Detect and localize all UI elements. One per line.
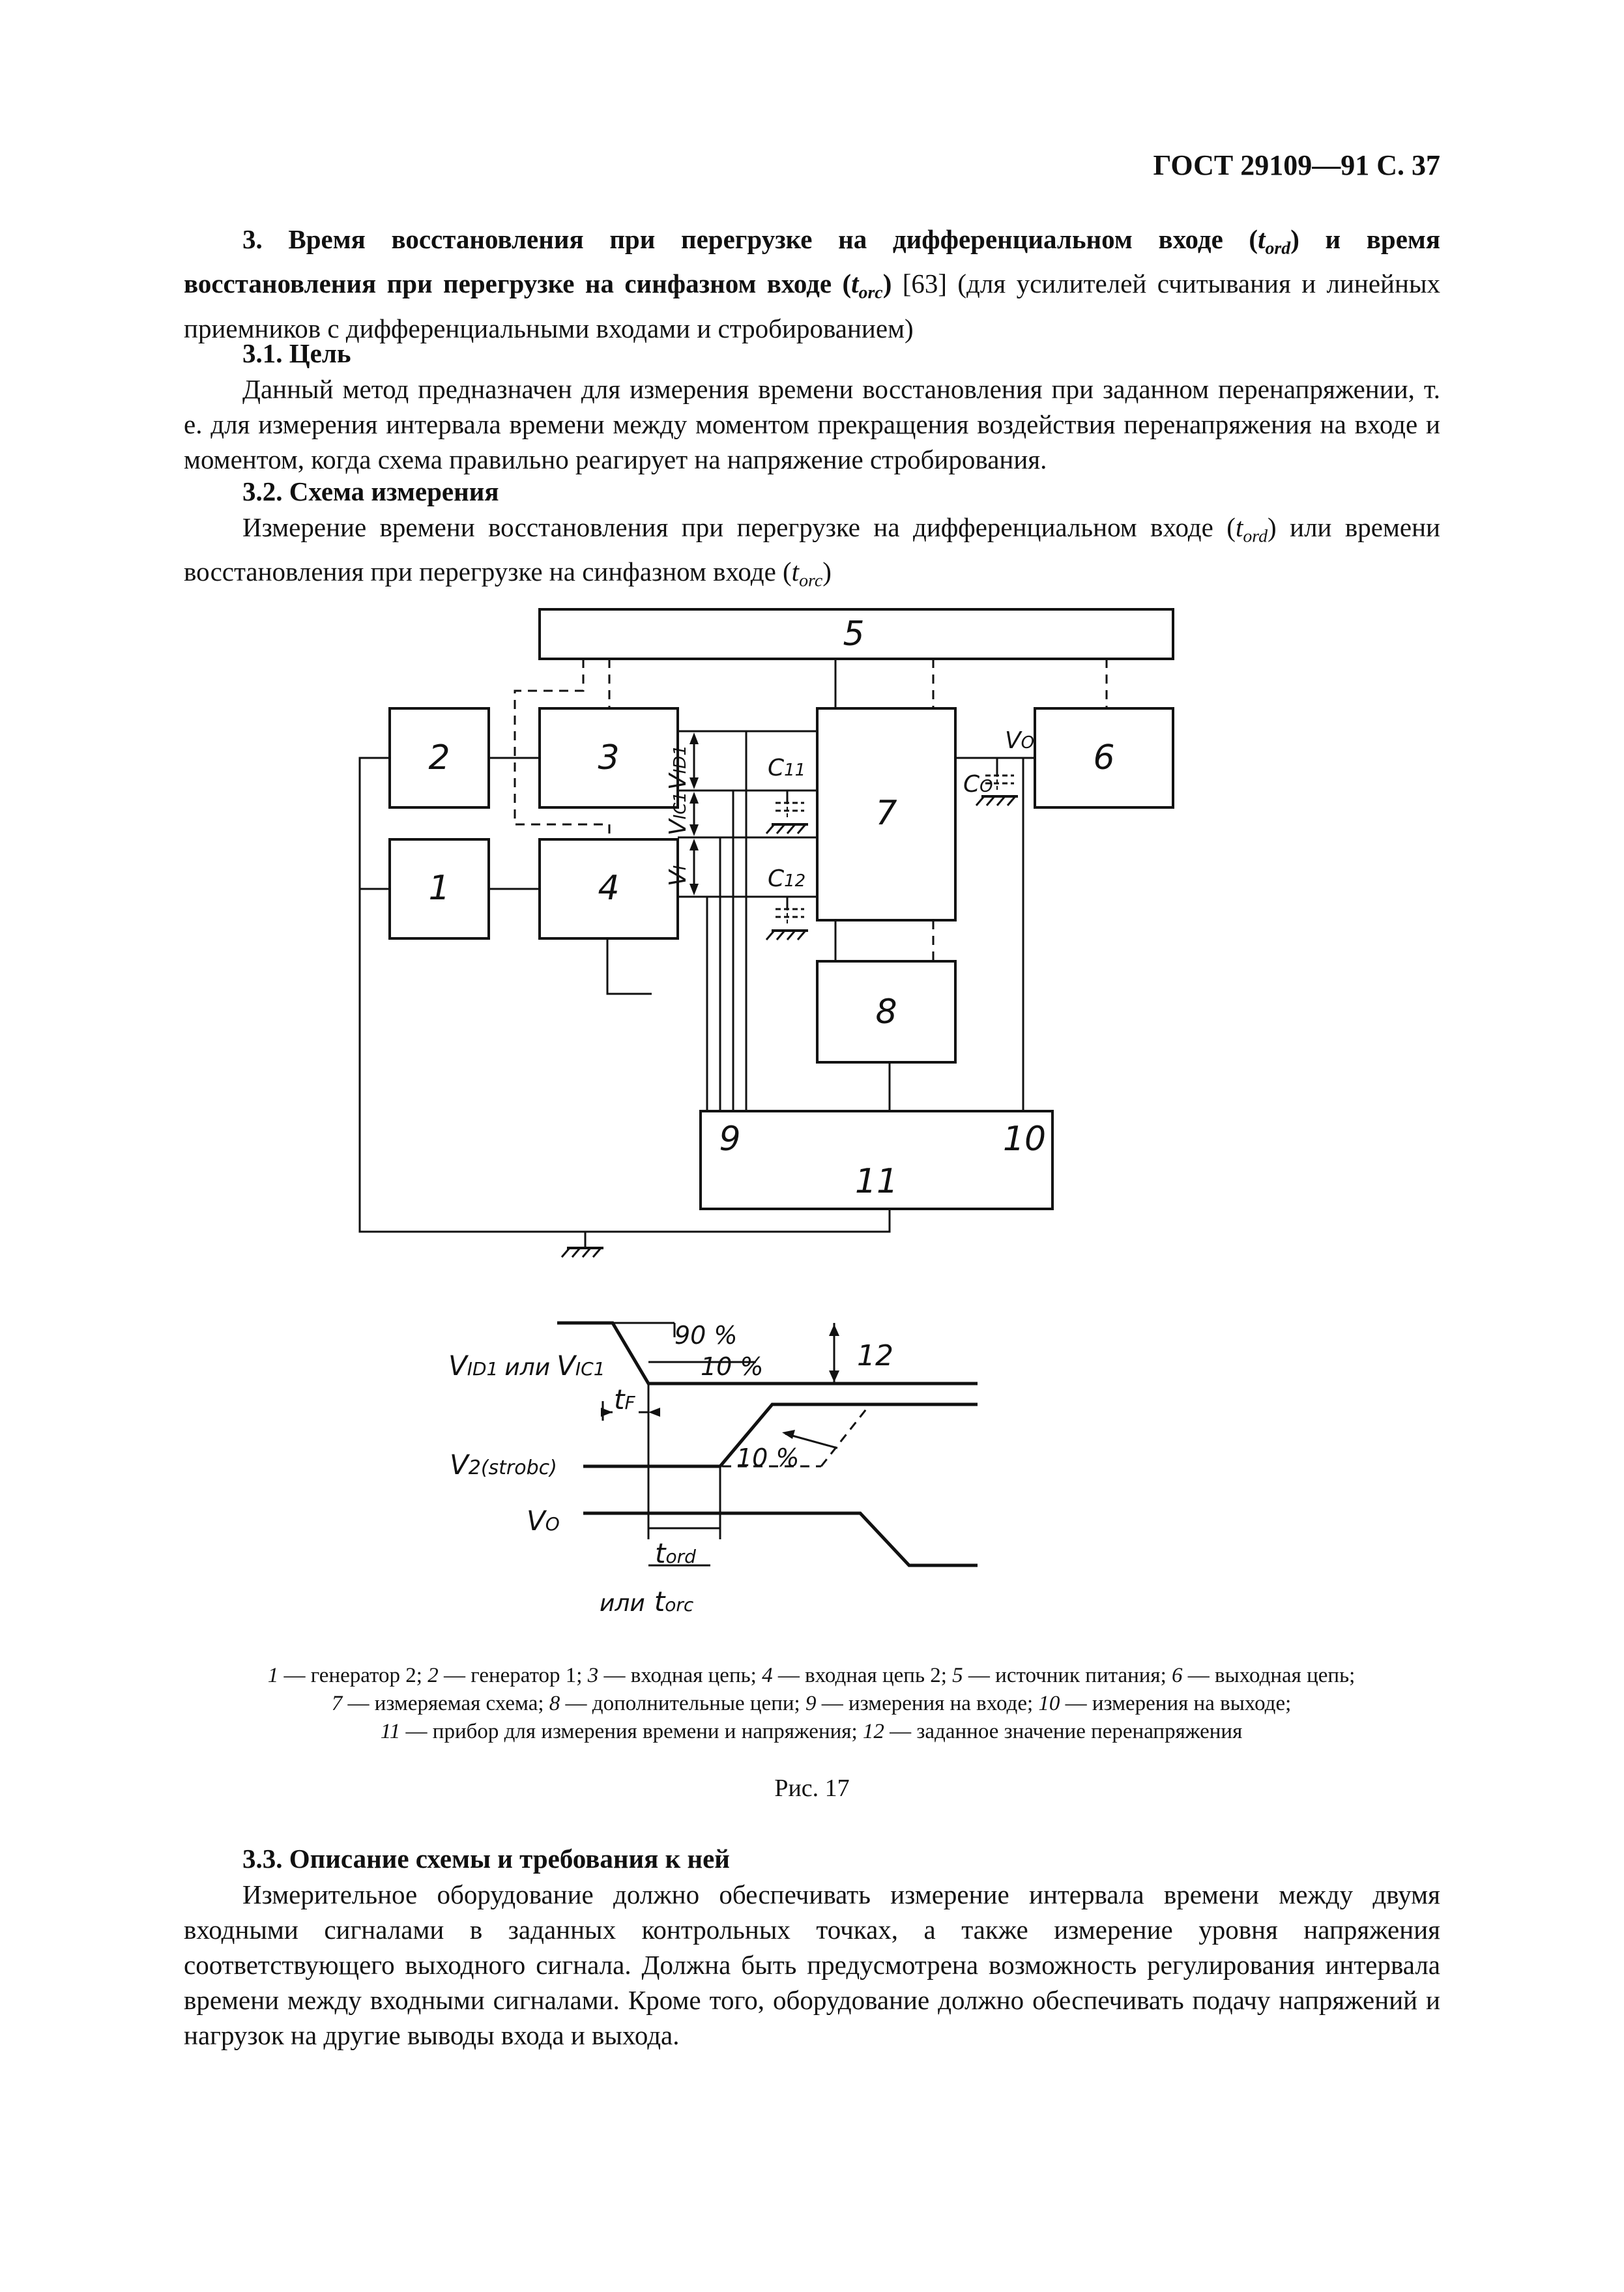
t-orc: t bbox=[851, 268, 859, 299]
label-10: 10 bbox=[1002, 1120, 1047, 1159]
waveform-vo bbox=[583, 1513, 978, 1565]
label-3: 3 bbox=[598, 738, 620, 777]
label-vi: VI bbox=[665, 865, 691, 886]
heading-part-2: ) и время восстановления при перегрузке на синфазном входе ( bbox=[184, 224, 1440, 299]
page-header: ГОСТ 29109—91 С. 37 bbox=[1153, 149, 1440, 181]
label-6: 6 bbox=[1093, 738, 1115, 777]
ground-symbols bbox=[562, 796, 1018, 1257]
section-3-2-title: 3.2. Схема измерения bbox=[242, 476, 499, 506]
figure-legend: 1 — генератор 2; 2 — генератор 1; 3 — входная цепь; 4 — входная цепь 2; 5 — источник питания; 6 — выходная цепь; 7 — измеряемая схема; 8 — дополнительные цепи; 9 — измерения на входе; 10 — измерения на выходе; 11 — прибор для измерения времени и напряжения; 12 — заданное значение перенапряжения bbox=[267, 1664, 1356, 1743]
label-9: 9 bbox=[719, 1120, 741, 1159]
label-vo: VO bbox=[1005, 727, 1035, 754]
timing-label-vid1: VID1 или VIC1 bbox=[448, 1350, 605, 1382]
label-1: 1 bbox=[428, 869, 450, 908]
label-vic1: VIC1 bbox=[665, 791, 691, 835]
t-ord-sub: ord bbox=[1265, 238, 1291, 259]
pct-10b: 10 % bbox=[736, 1443, 800, 1472]
s32-part-1: Измерение времени восстановления при перегрузке на дифференциальном входе ( bbox=[242, 512, 1236, 542]
s32-sub2: orc bbox=[799, 570, 823, 591]
figure-caption: Рис. 17 bbox=[774, 1775, 850, 1802]
t-orc-sub: orc bbox=[858, 282, 883, 303]
s32-part-3: ) bbox=[822, 557, 832, 587]
label-7: 7 bbox=[875, 794, 897, 833]
circuit-wires bbox=[360, 659, 1107, 1248]
label-8: 8 bbox=[875, 993, 897, 1032]
section-3-3-text: Измерительное оборудование должно обеспечивать измерение интервала времени между двумя входными сигналами в заданных контрольных точках, а также измерение уровня напряжения соответствующего выходного сигнала. Должна быть предусмотрена возможность регулирования интервала времени между входными сигналами. Кроме того, оборудование должно обеспечивать подачу напряжений и нагрузок на другие выводы входа и выхода. bbox=[184, 1879, 1440, 2050]
timing-labels bbox=[448, 1321, 893, 1617]
t-ord: t bbox=[1258, 224, 1266, 254]
section-3-1-text: Данный метод предназначен для измерения времени восстановления при заданном перенапряжении, т. е. для измерения интервала времени между моментом прекращения воздействия перенапряжения на входе и моментом, когда схема правильно реагирует на напряжение стробирования. bbox=[184, 374, 1440, 474]
label-5: 5 bbox=[843, 615, 865, 654]
timing-label-tord: tord bbox=[655, 1537, 696, 1569]
timing-label-tf: tF bbox=[614, 1384, 635, 1415]
section-3-1-title: 3.1. Цель bbox=[242, 338, 351, 368]
label-co: CO bbox=[963, 771, 993, 798]
timing-label-torc: или torc bbox=[600, 1586, 694, 1617]
s32-sub1: ord bbox=[1243, 526, 1268, 547]
waveform-vid1 bbox=[557, 1323, 978, 1384]
section-3-3-title: 3.3. Описание схемы и требования к ней bbox=[242, 1844, 730, 1874]
heading-rest: [63] (для усилителей считывания и линейных приемников с дифференциальными входами и стробированием) bbox=[184, 268, 1440, 343]
label-c12: C12 bbox=[768, 865, 806, 892]
s32-t1: t bbox=[1235, 512, 1243, 542]
block-labels bbox=[428, 615, 1114, 1201]
s32-t2: t bbox=[791, 557, 800, 587]
s32-part-2: ) или времени восстановления при перегрузке на синфазном входе ( bbox=[184, 512, 1440, 587]
timing-label-vo: VO bbox=[527, 1505, 560, 1537]
ref-12: 12 bbox=[857, 1339, 893, 1372]
label-4: 4 bbox=[598, 869, 620, 908]
label-2: 2 bbox=[428, 738, 450, 777]
label-vid1: VID1 bbox=[665, 745, 691, 790]
label-11: 11 bbox=[854, 1162, 899, 1201]
heading-part-1: 3. Время восстановления при перегрузке на дифференциальном входе ( bbox=[242, 224, 1258, 254]
timing-label-v2: V2(strobc) bbox=[450, 1449, 557, 1481]
pct-10: 10 % bbox=[701, 1352, 764, 1381]
circuit-diagram bbox=[390, 609, 1173, 1209]
pct-90: 90 % bbox=[674, 1321, 738, 1350]
label-c11: C11 bbox=[768, 755, 806, 781]
heading-part-3: ) bbox=[882, 268, 892, 299]
